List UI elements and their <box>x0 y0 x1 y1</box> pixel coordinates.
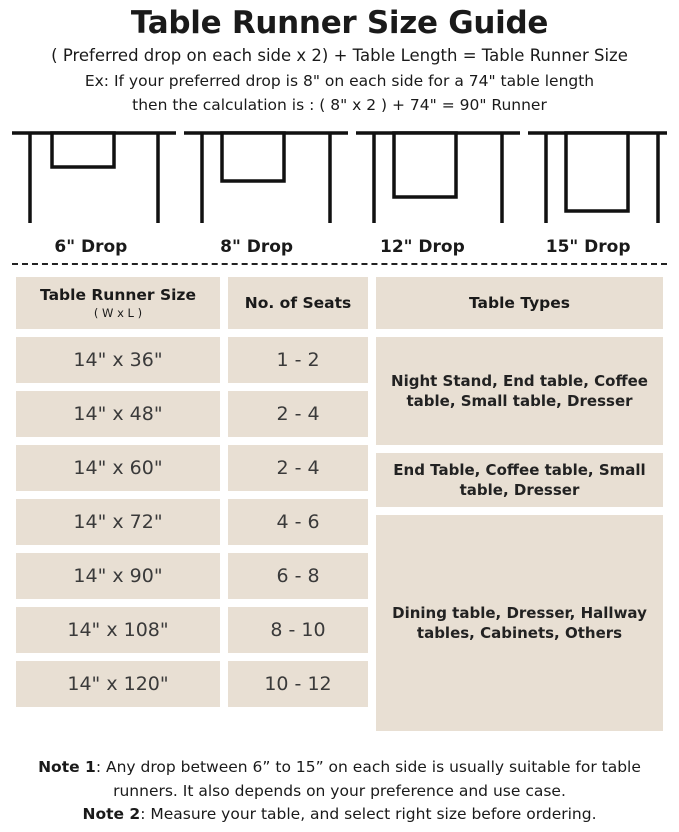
drop-label-12: 12" Drop <box>379 236 465 257</box>
note-1 <box>10 756 669 803</box>
column-runner-size <box>16 277 220 739</box>
drop-label-row <box>8 237 671 257</box>
table-row: 14" x 108" <box>16 607 220 653</box>
table-row: 1 - 2 <box>228 337 368 383</box>
table-row: 14" x 36" <box>16 337 220 383</box>
note-1-text: : Any drop between 6” to 15” on each side is usually suitable for table runners. It also depends on your preference and use case. <box>95 758 641 800</box>
table-row: 14" x 60" <box>16 445 220 491</box>
formula-line: ( Preferred drop on each side x 2) + Table Length = Table Runner Size <box>51 46 628 66</box>
table-row: 4 - 6 <box>228 499 368 545</box>
section-divider <box>12 263 667 265</box>
header-seats: No. of Seats <box>228 277 368 329</box>
note-1-label: Note 1 <box>38 758 96 777</box>
header-runner-size <box>16 277 220 329</box>
drop-label-8: 8" Drop <box>220 236 294 257</box>
example-line-1: Ex: If your preferred drop is 8" on each side for a 74" table length <box>84 72 595 91</box>
size-table <box>8 277 671 739</box>
table-row: 2 - 4 <box>228 391 368 437</box>
drop-label-15: 15" Drop <box>545 236 631 257</box>
table-row: 2 - 4 <box>228 445 368 491</box>
drop-label-6: 6" Drop <box>54 236 128 257</box>
table-row: 14" x 72" <box>16 499 220 545</box>
table-row: Dining table, Dresser, Hallway tables, Cabinets, Others <box>376 515 663 731</box>
column-table-types <box>376 277 663 739</box>
drop-illustrations <box>8 127 671 235</box>
table-row: 10 - 12 <box>228 661 368 707</box>
header-runner-size-label: Table Runner Size <box>40 285 196 304</box>
table-row: 14" x 48" <box>16 391 220 437</box>
header-table-types: Table Types <box>376 277 663 329</box>
size-guide-page <box>0 6 679 832</box>
note-2 <box>10 803 669 826</box>
header-runner-size-sub: ( W x L ) <box>93 305 143 320</box>
column-seats <box>228 277 368 739</box>
example-line-2: then the calculation is : ( 8" x 2 ) + 74" = 90" Runner <box>132 96 547 115</box>
table-row: 6 - 8 <box>228 553 368 599</box>
table-row: End Table, Coffee table, Small table, Dresser <box>376 453 663 507</box>
table-row: Night Stand, End table, Coffee table, Small table, Dresser <box>376 337 663 445</box>
table-row: 14" x 120" <box>16 661 220 707</box>
note-2-text: : Measure your table, and select right size before ordering. <box>140 804 597 823</box>
notes-section <box>0 756 679 826</box>
table-row: 8 - 10 <box>228 607 368 653</box>
page-title: Table Runner Size Guide <box>130 5 549 41</box>
table-drop-diagram <box>8 127 671 233</box>
table-row: 14" x 90" <box>16 553 220 599</box>
note-2-label: Note 2 <box>82 804 141 823</box>
